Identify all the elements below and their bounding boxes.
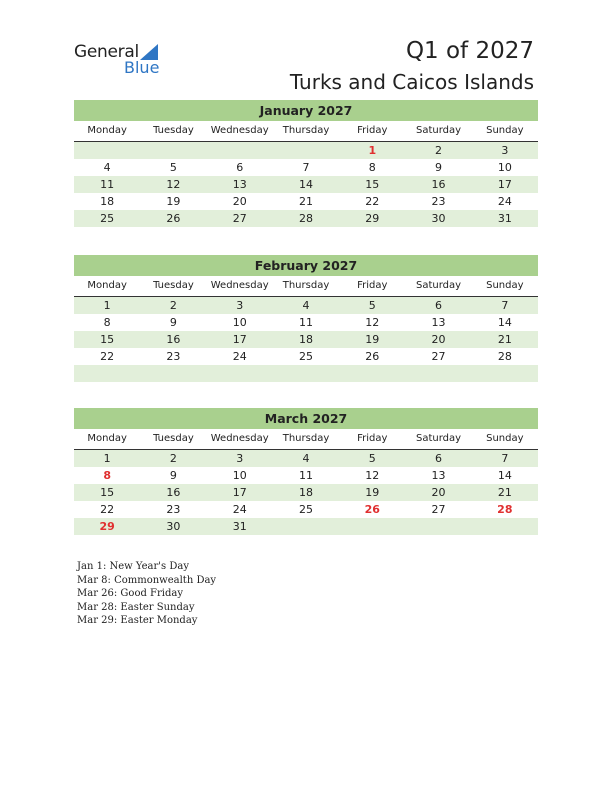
day-cell: 26 <box>166 212 181 225</box>
day-cell <box>140 365 206 382</box>
weekday-label: Tuesday <box>153 125 194 136</box>
day-cell: 24 <box>232 350 247 363</box>
day-cell: 22 <box>365 195 380 208</box>
day-cell <box>273 142 339 159</box>
day-cell <box>339 518 405 535</box>
day-cell: 20 <box>431 333 446 346</box>
day-cell: 27 <box>431 350 446 363</box>
weekday-label: Monday <box>87 280 127 291</box>
day-cell: 16 <box>166 486 181 499</box>
month-title: March 2027 <box>74 408 538 429</box>
day-cell: 31 <box>232 520 247 533</box>
weekday-label: Tuesday <box>153 433 194 444</box>
day-cell <box>472 518 538 535</box>
day-cell: 11 <box>298 469 313 482</box>
month-calendar <box>74 408 538 535</box>
day-cell <box>273 518 339 535</box>
day-cell: 3 <box>236 452 244 465</box>
day-cell: 7 <box>302 161 310 174</box>
day-cell: 2 <box>169 452 177 465</box>
weekday-label: Thursday <box>282 280 330 291</box>
day-cell: 9 <box>169 469 177 482</box>
day-cell: 7 <box>501 299 509 312</box>
day-cell: 19 <box>365 486 380 499</box>
day-cell: 23 <box>166 350 181 363</box>
day-cell: 24 <box>232 503 247 516</box>
day-cell: 31 <box>497 212 512 225</box>
week-row <box>74 484 538 501</box>
weekday-label: Friday <box>357 280 388 291</box>
day-cell: 6 <box>435 299 443 312</box>
day-cell: 8 <box>103 316 111 329</box>
weekday-label: Sunday <box>486 433 524 444</box>
weekday-header-row <box>74 276 538 297</box>
holiday-note: Mar 29: Easter Monday <box>77 615 198 626</box>
day-cell: 16 <box>431 178 446 191</box>
day-cell: 21 <box>497 333 512 346</box>
day-cell: 15 <box>100 486 115 499</box>
weekday-label: Wednesday <box>210 433 269 444</box>
month-title: January 2027 <box>74 100 538 121</box>
day-cell: 4 <box>302 299 310 312</box>
day-cell <box>405 365 471 382</box>
week-row <box>74 518 538 535</box>
week-row <box>74 297 538 314</box>
weekday-label: Thursday <box>282 433 330 444</box>
day-cell: 3 <box>501 144 509 157</box>
day-cell: 1 <box>103 452 111 465</box>
day-cell <box>273 365 339 382</box>
day-cell: 18 <box>298 333 313 346</box>
weekday-label: Monday <box>87 125 127 136</box>
day-cell <box>405 518 471 535</box>
day-cell: 27 <box>431 503 446 516</box>
weekday-label: Friday <box>357 125 388 136</box>
day-cell: 14 <box>298 178 313 191</box>
day-cell: 17 <box>497 178 512 191</box>
day-cell: 4 <box>103 161 111 174</box>
weekday-label: Monday <box>87 433 127 444</box>
week-row <box>74 331 538 348</box>
day-cell: 25 <box>298 350 313 363</box>
weekday-label: Saturday <box>416 125 462 136</box>
day-cell: 30 <box>431 212 446 225</box>
day-cell: 20 <box>431 486 446 499</box>
week-row <box>74 210 538 227</box>
day-cell: 6 <box>435 452 443 465</box>
weekday-label: Wednesday <box>210 280 269 291</box>
day-cell: 16 <box>166 333 181 346</box>
day-cell: 12 <box>365 469 380 482</box>
weekday-label: Tuesday <box>153 280 194 291</box>
week-row <box>74 348 538 365</box>
weekday-label: Saturday <box>416 280 462 291</box>
week-row <box>74 176 538 193</box>
month-title: February 2027 <box>74 255 538 276</box>
weekday-label: Friday <box>357 433 388 444</box>
day-cell: 10 <box>232 316 247 329</box>
logo-general-text: General <box>74 42 139 62</box>
day-cell: 14 <box>497 316 512 329</box>
day-cell: 11 <box>100 178 115 191</box>
day-cell: 8 <box>368 161 376 174</box>
day-cell: 9 <box>169 316 177 329</box>
day-cell <box>74 142 140 159</box>
week-row <box>74 193 538 210</box>
day-cell: 27 <box>232 212 247 225</box>
day-cell: 5 <box>368 452 376 465</box>
day-cell: 22 <box>100 503 115 516</box>
week-row <box>74 501 538 518</box>
day-cell <box>339 365 405 382</box>
weekday-label: Sunday <box>486 280 524 291</box>
week-row <box>74 314 538 331</box>
weekday-label: Wednesday <box>210 125 269 136</box>
day-cell: 28 <box>298 212 313 225</box>
day-cell: 13 <box>232 178 247 191</box>
day-cell: 19 <box>365 333 380 346</box>
holiday-note: Jan 1: New Year's Day <box>77 561 189 572</box>
holiday-note: Mar 8: Commonwealth Day <box>77 574 217 586</box>
day-cell: 18 <box>100 195 115 208</box>
week-row <box>74 159 538 176</box>
day-cell: 4 <box>302 452 310 465</box>
day-cell <box>74 365 140 382</box>
weekday-header-row <box>74 429 538 450</box>
week-row <box>74 467 538 484</box>
holiday-day-cell: 1 <box>368 144 377 157</box>
holiday-day-cell: 26 <box>364 503 380 516</box>
day-cell: 15 <box>100 333 115 346</box>
week-row <box>74 450 538 467</box>
holiday-note: Mar 28: Easter Sunday <box>77 601 195 613</box>
logo-blue-text: Blue <box>124 58 160 77</box>
day-cell <box>140 142 206 159</box>
holiday-notes <box>77 560 216 628</box>
day-cell: 13 <box>431 469 446 482</box>
day-cell: 22 <box>100 350 115 363</box>
day-cell <box>207 142 273 159</box>
day-cell: 28 <box>497 350 512 363</box>
day-cell: 30 <box>166 520 181 533</box>
day-cell: 24 <box>497 195 512 208</box>
day-cell <box>207 365 273 382</box>
weekday-label: Sunday <box>486 125 524 136</box>
day-cell: 23 <box>166 503 181 516</box>
holiday-day-cell: 28 <box>497 503 513 516</box>
day-cell: 20 <box>232 195 247 208</box>
holiday-note: Mar 26: Good Friday <box>77 588 183 599</box>
day-cell: 5 <box>368 299 376 312</box>
day-cell: 26 <box>365 350 380 363</box>
logo <box>74 42 160 77</box>
day-cell: 19 <box>166 195 181 208</box>
weekday-label: Saturday <box>416 433 462 444</box>
page-title: Q1 of 2027 <box>405 38 534 64</box>
week-row <box>74 142 538 159</box>
day-cell: 17 <box>232 333 247 346</box>
day-cell: 25 <box>298 503 313 516</box>
week-row <box>74 365 538 382</box>
day-cell: 2 <box>435 144 443 157</box>
day-cell: 6 <box>236 161 244 174</box>
day-cell: 17 <box>232 486 247 499</box>
holiday-day-cell: 8 <box>103 469 111 482</box>
day-cell: 11 <box>298 316 313 329</box>
day-cell: 15 <box>365 178 380 191</box>
day-cell: 13 <box>431 316 446 329</box>
day-cell: 3 <box>236 299 244 312</box>
day-cell: 9 <box>435 161 443 174</box>
month-calendar <box>74 255 538 382</box>
day-cell: 21 <box>298 195 313 208</box>
country-title: Turks and Caicos Islands <box>289 70 534 94</box>
weekday-header-row <box>74 121 538 142</box>
day-cell: 12 <box>166 178 181 191</box>
day-cell: 25 <box>100 212 115 225</box>
day-cell: 2 <box>169 299 177 312</box>
day-cell: 29 <box>365 212 380 225</box>
day-cell: 23 <box>431 195 446 208</box>
day-cell <box>472 365 538 382</box>
day-cell: 14 <box>497 469 512 482</box>
holiday-day-cell: 29 <box>99 520 115 533</box>
day-cell: 7 <box>501 452 509 465</box>
day-cell: 21 <box>497 486 512 499</box>
day-cell: 12 <box>365 316 380 329</box>
day-cell: 18 <box>298 486 313 499</box>
day-cell: 5 <box>169 161 177 174</box>
month-calendar <box>74 100 538 227</box>
day-cell: 10 <box>497 161 512 174</box>
day-cell: 10 <box>232 469 247 482</box>
weekday-label: Thursday <box>282 125 330 136</box>
day-cell: 1 <box>103 299 111 312</box>
